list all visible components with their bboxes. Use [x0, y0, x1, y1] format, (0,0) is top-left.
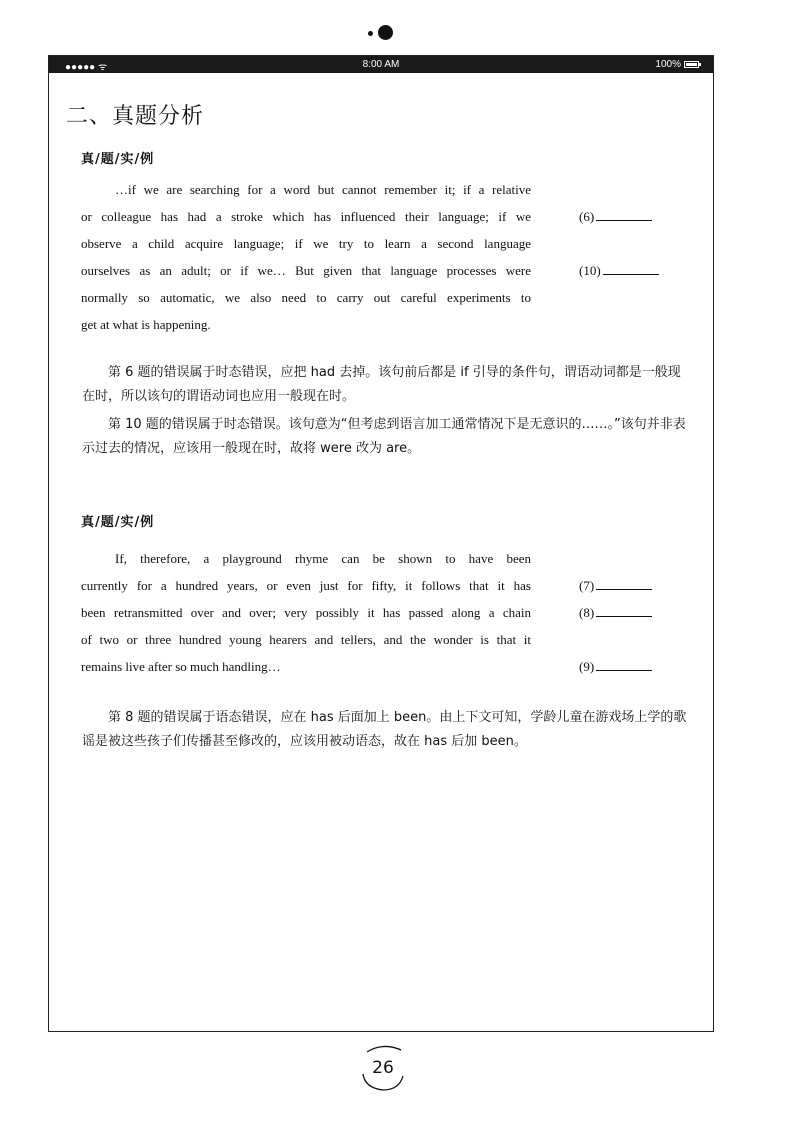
blank-line [603, 264, 659, 275]
example-line: normally so automatic, we also need to carry out careful experiments to [81, 290, 531, 305]
page-number: 26 [372, 1058, 394, 1078]
blank-number: (6) [579, 209, 595, 224]
signal-wifi-icon: ●●●●● ᯤ [65, 62, 108, 73]
blank-line [596, 660, 652, 671]
status-battery [655, 59, 699, 70]
blank-number: (8) [579, 605, 595, 620]
battery-percent: 100% [655, 59, 681, 70]
blank-line [596, 579, 652, 590]
example-line: been retransmitted over and over; very possibly it has passed along a chain [81, 605, 531, 620]
section-title: 二、真题分析 [66, 104, 205, 129]
answer-blank[interactable] [579, 209, 652, 225]
example-line: get at what is happening. [81, 317, 211, 332]
example-line: ourselves as an adult; or if we… But given that language processes were [81, 263, 531, 278]
small-dot-icon [368, 31, 373, 36]
blank-number: (7) [579, 578, 595, 593]
blank-line [596, 210, 652, 221]
example-label: 真/题/实/例 [81, 515, 155, 530]
example-line: observe a child acquire language; if we try to learn a second language [81, 236, 531, 251]
example-line: of two or three hundred young hearers and tellers, and the wonder is that it [81, 632, 531, 647]
analysis-paragraph: 第 6 题的错误属于时态错误，应把 had 去掉。该句前后都是 if 引导的条件句，谓语动词都是一般现在时，所以该句的谓语动词也应用一般现在时。 [82, 365, 681, 404]
example-line: If, therefore, a playground rhyme can be shown to have been [115, 551, 531, 566]
status-time: 8:00 AM [362, 59, 400, 70]
page-number-badge [355, 1040, 411, 1096]
status-bar [49, 56, 713, 73]
example-label: 真/题/实/例 [81, 152, 155, 167]
blank-number: (9) [579, 659, 595, 674]
example-line: or colleague has had a stroke which has influenced their language; if we [81, 209, 531, 224]
answer-blank[interactable] [579, 659, 652, 675]
analysis-paragraph: 第 10 题的错误属于时态错误。该句意为“但考虑到语言加工通常情况下是无意识的……。”该句并非表示过去的情况，应该用一般现在时，故将 were 改为 are。 [82, 417, 686, 456]
analysis-paragraph: 第 8 题的错误属于语态错误，应在 has 后面加上 been。由上下文可知，学龄儿童在游戏场上学的歌谣是被这些孩子们传播甚至修改的，应该用被动语态，故在 has 后加 been。 [82, 710, 687, 749]
example-line: …if we are searching for a word but cannot remember it; if a relative [115, 182, 531, 197]
answer-blank[interactable] [579, 605, 652, 621]
example-line: currently for a hundred years, or even just for fifty, it follows that it has [81, 578, 531, 593]
blank-number: (10) [579, 263, 601, 278]
device-frame [48, 55, 714, 1032]
answer-blank[interactable] [579, 263, 659, 279]
top-decoration [0, 22, 800, 46]
battery-icon [684, 61, 699, 68]
big-dot-icon [378, 25, 393, 40]
example-line: remains live after so much handling… [81, 659, 281, 674]
blank-line [596, 606, 652, 617]
answer-blank[interactable] [579, 578, 652, 594]
